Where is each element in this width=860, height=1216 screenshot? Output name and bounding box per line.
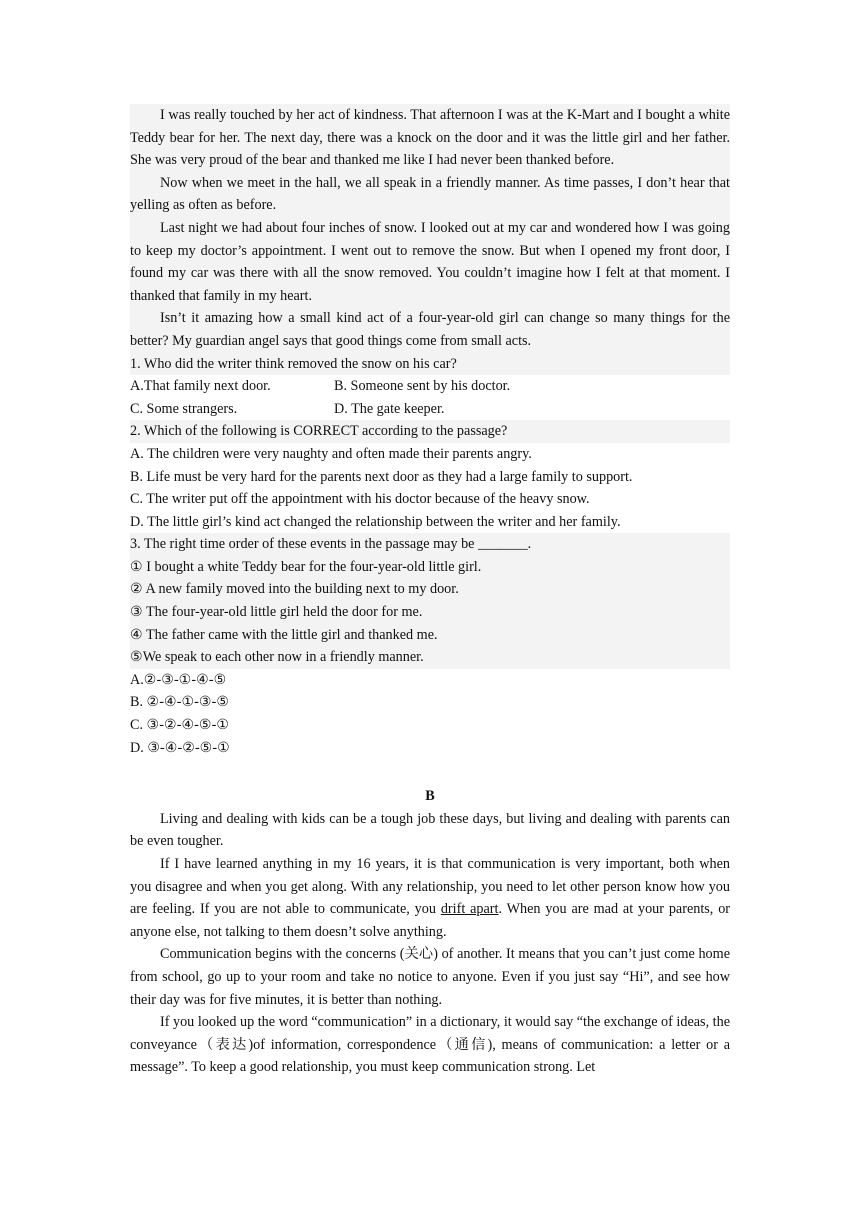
question-3-option-d: D. ③-④-②-⑤-① <box>130 739 230 756</box>
question-1-option-a: A.That family next door. <box>130 378 271 395</box>
passage-a-paragraph-4: Isn’t it amazing how a small kind act of a four-year-old girl can change so many things for the better? My guardian angel says that good things come from small acts. <box>130 307 730 352</box>
question-2-option-c: C. The writer put off the appointment with his doctor because of the heavy snow. <box>130 491 590 508</box>
passage-a-paragraph-1: I was really touched by her act of kindness. That afternoon I was at the K-Mart and I bought a white Teddy bear for her. The next day, there was a knock on the door and it was the little girl and her father. She was very proud of the bear and thanked me like I had never been thanked before. <box>130 104 730 172</box>
drift-apart-underlined-phrase: drift apart <box>440 901 499 918</box>
passage-b-paragraph-2 <box>130 853 730 943</box>
question-2 <box>130 420 730 533</box>
passage-b-heading: B <box>425 788 435 805</box>
question-2-option-a: A. The children were very naughty and often made their parents angry. <box>130 445 532 462</box>
question-1-options-row-2 <box>130 398 730 421</box>
passage-b-paragraph-3: Communication begins with the concerns (关心) of another. It means that you can’t just come home from school, go up to your room and take no notice to anyone. Even if you just say “Hi”, and see how their day was for five minutes, it is better than nothing. <box>130 946 730 1008</box>
question-2-option-b: B. Life must be very hard for the parents next door as they had a large family to support. <box>130 468 633 485</box>
passage-a-paragraph-2: Now when we meet in the hall, we all speak in a friendly manner. As time passes, I don’t hear that yelling as often as before. <box>130 172 730 217</box>
section-gap <box>130 759 730 785</box>
question-1-option-d: D. The gate keeper. <box>334 400 445 417</box>
question-3-option-a: A.②-③-①-④-⑤ <box>130 671 227 688</box>
question-2-stem: 2. Which of the following is CORRECT according to the passage? <box>130 420 730 443</box>
question-3-event-4: ④ The father came with the little girl and thanked me. <box>130 624 730 647</box>
question-1-option-b: B. Someone sent by his doctor. <box>334 378 511 395</box>
question-3-event-3: ③ The four-year-old little girl held the door for me. <box>130 601 730 624</box>
question-3 <box>130 533 730 759</box>
question-3-option-b: B. ②-④-①-③-⑤ <box>130 694 230 711</box>
passage-b-paragraph-4: If you looked up the word “communication” in a dictionary, it would say “the exchange of ideas, the conveyance（表达)of information, correspondence（通信), means of communication: a letter or a message”. To keep a good relationship, you must keep communication strong. Let <box>130 1014 730 1076</box>
question-1 <box>130 353 730 421</box>
question-3-event-2: ② A new family moved into the building next to my door. <box>130 578 730 601</box>
question-3-event-5: ⑤We speak to each other now in a friendly manner. <box>130 646 730 669</box>
question-3-event-1: ① I bought a white Teddy bear for the four-year-old little girl. <box>130 556 730 579</box>
question-1-stem: 1. Who did the writer think removed the snow on his car? <box>130 353 730 376</box>
question-1-options-row-1 <box>130 375 730 398</box>
question-3-stem: 3. The right time order of these events in the passage may be _______. <box>130 533 730 556</box>
question-1-option-c: C. Some strangers. <box>130 400 238 417</box>
passage-b-paragraph-2-text-start: If I have learned anything in my 16 years, it is that communication is very important, both when you disagree and when you get along. With any relationship, you need to let other person know how you are feeling. If you are not able to communicate, you <box>130 856 730 918</box>
document-page <box>130 104 730 1079</box>
passage-b-paragraph-1: Living and dealing with kids can be a tough job these days, but living and dealing with parents can be even tougher. <box>130 810 730 850</box>
passage-b-paragraph-2-text-end: . When you are mad at your parents, or anyone else, not talking to them doesn’t solve anything. <box>130 901 731 940</box>
passage-a-paragraph-3: Last night we had about four inches of snow. I looked out at my car and wondered how I was going to keep my doctor’s appointment. I went out to remove the snow. But when I opened my front door, I found my car was there with all the snow removed. You couldn’t imagine how I felt at that moment. I thanked that family in my heart. <box>130 217 730 307</box>
question-2-option-d: D. The little girl’s kind act changed the relationship between the writer and her family. <box>130 513 621 530</box>
question-3-option-c: C. ③-②-④-⑤-① <box>130 717 230 734</box>
